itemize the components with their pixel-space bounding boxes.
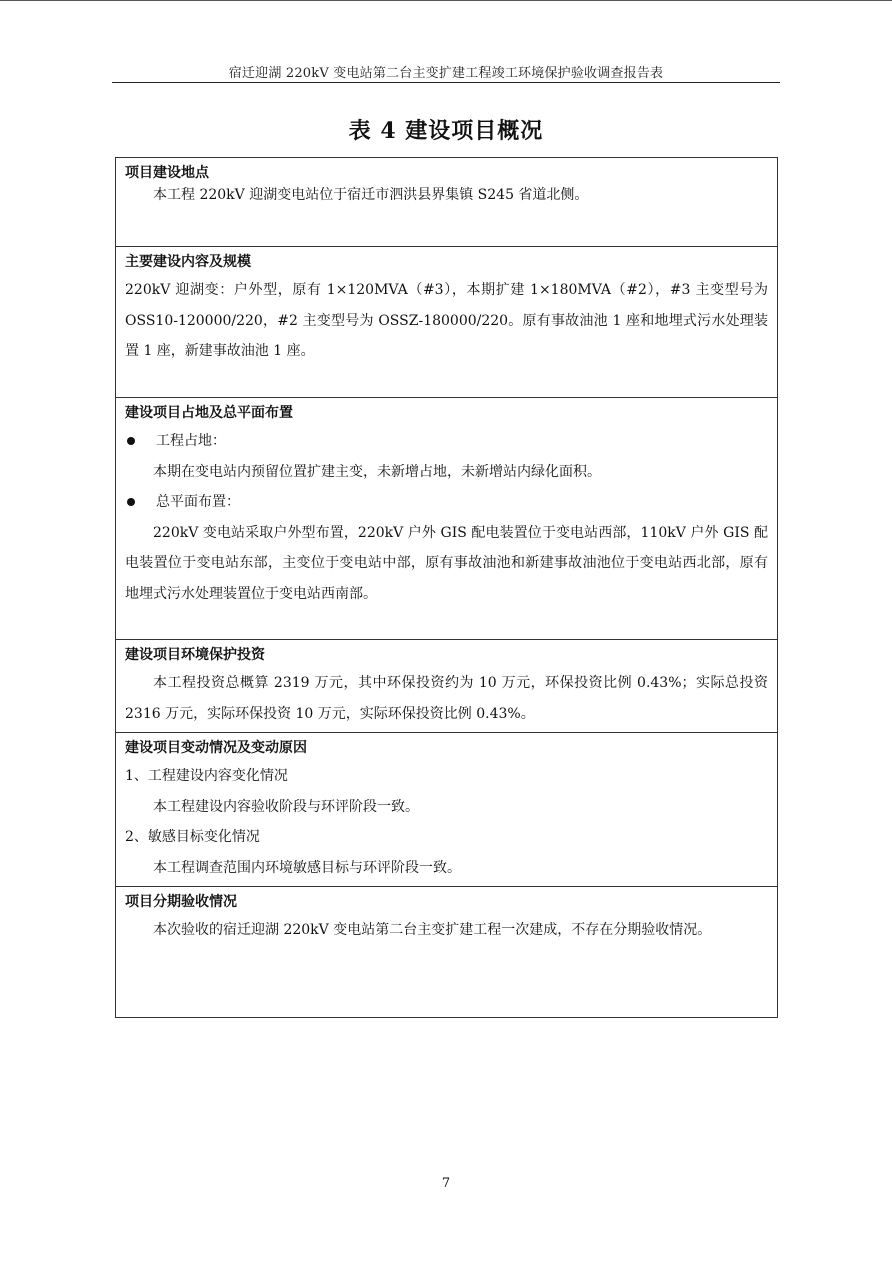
section-title: 主要建设内容及规模: [125, 254, 251, 270]
bullet-item: [125, 487, 768, 518]
section-env-investment: [116, 639, 777, 732]
section-title: 建设项目环境保护投资: [125, 647, 265, 663]
section-changes: [116, 732, 777, 886]
change-item-text: 本工程调查范围内环境敏感目标与环评阶段一致。: [153, 859, 461, 876]
section-phased-acceptance: [116, 886, 777, 1017]
running-header: 宿迁迎湖 220kV 变电站第二台主变扩建工程竣工环境保护验收调查报告表: [228, 66, 664, 81]
section-land-and-layout: [116, 397, 777, 639]
change-item-heading: 1、工程建设内容变化情况: [125, 768, 288, 784]
project-overview-table: [115, 157, 778, 1018]
section-title: 建设项目变动情况及变动原因: [125, 740, 307, 756]
top-border-line: [0, 0, 892, 1]
table-title: 表 4 建设项目概况: [348, 118, 544, 144]
section-title: 项目建设地点: [125, 165, 209, 181]
section-construction-location: [116, 158, 777, 246]
bullet-icon: [127, 498, 135, 506]
section-construction-scope: [116, 246, 777, 397]
page-number: 7: [441, 1176, 451, 1191]
bullet-item: [125, 426, 768, 457]
section-title: 建设项目占地及总平面布置: [125, 405, 293, 421]
bullet-icon: [127, 437, 135, 445]
bullet-label: 总平面布置：: [156, 494, 240, 510]
change-item-text: 本工程建设内容验收阶段与环评阶段一致。: [153, 798, 419, 815]
bullet-text: 220kV 变电站采取户外型布置，220kV 户外 GIS 配电装置位于变电站西部，110kV 户外 GIS 配电装置位于变电站东部，主变位于变电站中部，原有事故油池和新建事故油池位于变电站西北部，原有地埋式污水处理装置位于变电站西南部。: [125, 524, 768, 602]
section-paragraph: 本工程投资总概算 2319 万元，其中环保投资约为 10 万元，环保投资比例 0.43%；实际总投资 2316 万元，实际环保投资 10 万元，实际环保投资比例 0.43%。: [125, 675, 768, 722]
bullet-text: 本期在变电站内预留位置扩建主变，未新增占地，未新增站内绿化面积。: [153, 463, 601, 480]
header-rule: [112, 82, 780, 83]
section-paragraph: 220kV 迎湖变：户外型，原有 1×120MVA（#3），本期扩建 1×180MVA（#2），#3 主变型号为 OSS10-120000/220，#2 主变型号为 OSSZ-180000/220。原有事故油池 1 座和地埋式污水处理装置 1 座，新建事故油池 1 座。: [125, 282, 768, 359]
bullet-label: 工程占地：: [156, 433, 226, 449]
change-item-heading: 2、敏感目标变化情况: [125, 829, 260, 845]
section-title: 项目分期验收情况: [125, 894, 237, 910]
section-paragraph: 本工程 220kV 迎湖变电站位于宿迁市泗洪县界集镇 S245 省道北侧。: [153, 187, 589, 203]
section-paragraph: 本次验收的宿迁迎湖 220kV 变电站第二台主变扩建工程一次建成，不存在分期验收情况。: [153, 922, 712, 938]
